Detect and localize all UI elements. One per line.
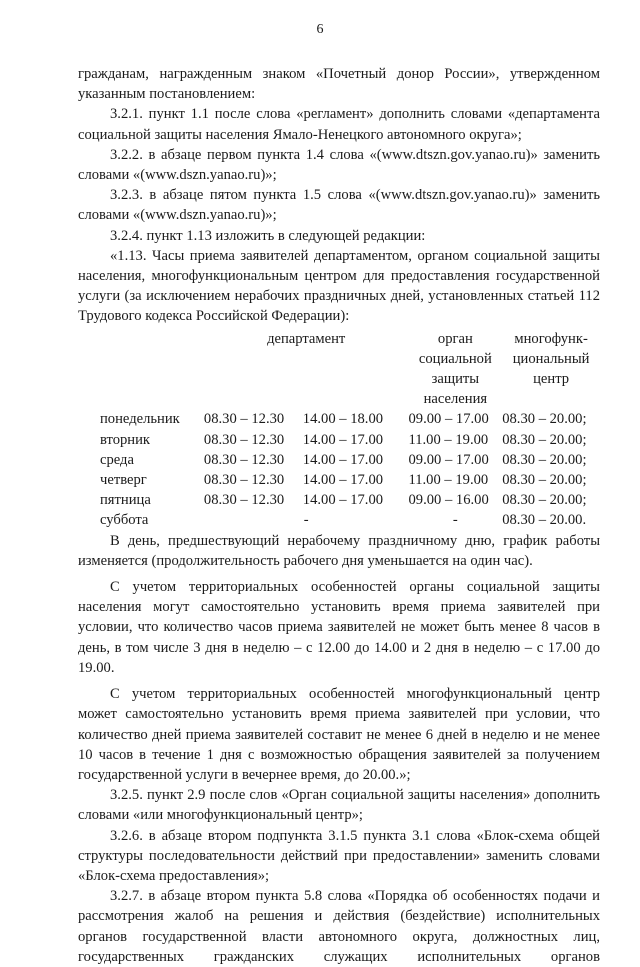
table-row: четверг 08.30 – 12.30 14.00 – 17.00 11.00 – 19.00 08.30 – 20.00; xyxy=(100,472,587,489)
header-social-org: орган социальной защиты населения xyxy=(418,330,492,408)
table-row: пятница 08.30 – 12.30 14.00 – 17.00 09.00 – 16.00 08.30 – 20.00; xyxy=(100,492,587,509)
paragraph: 3.2.6. в абзаце втором подпункта 3.1.5 пункта 3.1 слова «Блок-схема общей структуры последовательности действий при предоставлении» заменить словами «Блок-схема предоставления»; xyxy=(78,827,600,884)
table-row: среда 08.30 – 12.30 14.00 – 17.00 09.00 – 17.00 08.30 – 20.00; xyxy=(100,451,587,468)
paragraph: 3.2.4. пункт 1.13 изложить в следующей редакции: xyxy=(110,227,426,244)
paragraph: С учетом территориальных особенностей органы социальной защиты населения могут самостоятельно установить время приема заявителей при условии, что количество часов приема заявителей не может быть менее 8 часов в день, в том числе 3 дня в неделю – с 12.00 до 14.00 и 2 дня в неделю – с 17.00 до 19.00. xyxy=(78,579,600,676)
paragraph: 3.2.5. пункт 2.9 после слов «Орган социальной защиты населения» дополнить словами «или многофункциональный центр»; xyxy=(78,787,600,824)
paragraph: «1.13. Часы приема заявителей департаментом, органом социальной защиты населения, многофункциональным центром для предоставления государственной услуги (за исключением нерабочих праздничных дней, установленных статьей 112 Трудового кодекса Российской Федерации): xyxy=(78,247,600,325)
header-mfc: многофунк- циональный центр xyxy=(512,330,590,388)
paragraph: В день, предшествующий нерабочему праздничному дню, график работы изменяется (продолжительность рабочего дня уменьшается на один час). xyxy=(78,532,600,569)
paragraph: 3.2.7. в абзаце втором пункта 5.8 слова «Порядка об особенностях подачи и рассмотрения жалоб на решения и действия (бездействие) исполнительных органов государственной власти автономного округа, должностных лиц, государственных гражданских служащих исполнительных органов xyxy=(78,888,600,965)
header-department: департамент xyxy=(267,330,346,347)
paragraph: 3.2.2. в абзаце первом пункта 1.4 слова «(www.dtszn.gov.yanao.ru)» заменить словами «(www.dszn.yanao.ru)»; xyxy=(78,146,600,184)
document-body xyxy=(78,64,600,967)
schedule-header-row xyxy=(100,329,600,410)
paragraph: гражданам, награжденным знаком «Почетный донор России», утвержденном указанным постановлением: xyxy=(78,66,600,103)
table-row: понедельник 08.30 – 12.30 14.00 – 18.00 09.00 – 17.00 08.30 – 20.00; xyxy=(100,411,587,428)
paragraph: С учетом территориальных особенностей многофункциональный центр может самостоятельно установить время приема заявителей при условии, что количество дней приема заявителей составит не менее 6 дней в неделю и не менее 10 часов в течение 1 дня с возможностью обращения заявителей за получением государственной услуги в вечернее время, до 20.00.»; xyxy=(78,686,600,783)
page-number: 6 xyxy=(316,22,324,37)
table-row: суббота - - 08.30 – 20.00. xyxy=(100,512,587,529)
table-row: вторник 08.30 – 12.30 14.00 – 17.00 11.00 – 19.00 08.30 – 20.00; xyxy=(100,431,587,448)
reception-schedule-table xyxy=(100,329,600,531)
paragraph: 3.2.3. в абзаце пятом пункта 1.5 слова «(www.dtszn.gov.yanao.ru)» заменить словами «(www.dszn.yanao.ru)»; xyxy=(78,187,600,224)
paragraph: 3.2.1. пункт 1.1 после слова «регламент» дополнить словами «департамента социальной защиты населения Ямало-Ненецкого автономного округа»; xyxy=(78,106,600,143)
